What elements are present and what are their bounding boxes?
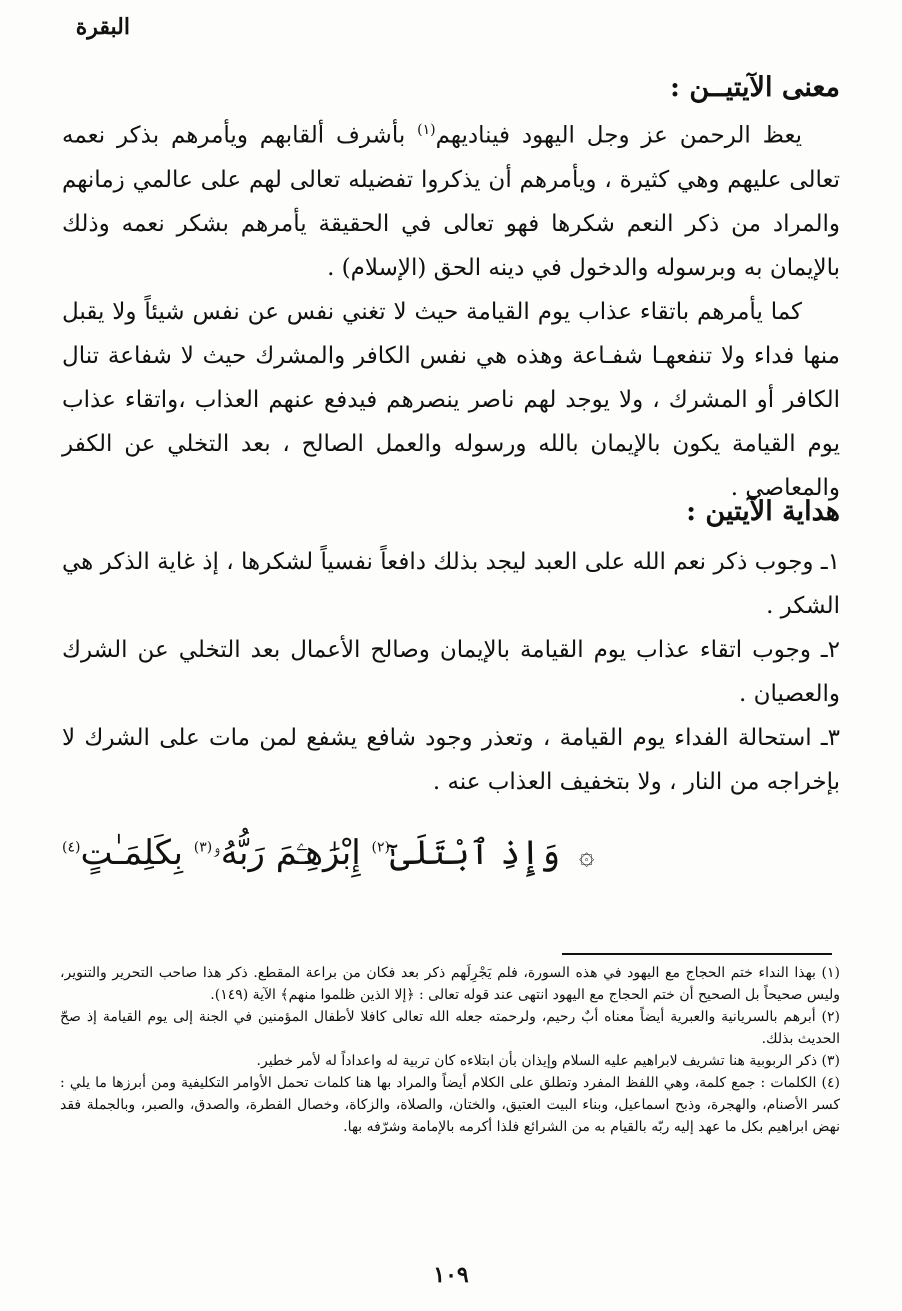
footnote-3: (٣) ذكر الربوبية هنا تشريف لابراهيم عليه السلام وإيذان بأن ابتلاءه كان تربية له واعداداً له لأمر خطير. — [256, 1053, 840, 1069]
running-head: البقرة — [75, 14, 130, 40]
verse-word: ٱبْتَلَىٰٓ — [390, 833, 490, 873]
quran-verse — [62, 832, 842, 873]
verse-word: رَبُّهُۥ — [212, 833, 265, 873]
meaning-paragraph-1: يعظ الرحمن عز وجل اليهود فيناديهم$^{(١)}$ بأشرف ألقابهم ويأمرهم بذكر نعمه تعالى عليهم وهي كثيرة ، ويأمرهم أن يذكروا تفضيله تعالى لهم على عالمي زمانهم والمراد من ذكر النعم شكرها فهو تعالى في الحقيقة يأمرهم بشكر نعمه وذلك بالإيمان به وبرسوله والدخول في دينه الحق (الإسلام) . — [62, 122, 840, 281]
page-number: ١٠٩ — [433, 1262, 469, 1288]
guidance-list — [62, 540, 840, 804]
guidance-item-1: ١ـ وجوب ذكر نعم الله على العبد ليجد بذلك دافعاً نفسياً لشكرها ، إذ غاية الذكر هي الشكر . — [62, 549, 840, 619]
footnote-ref-4: (٤) — [62, 839, 81, 856]
footnote-ref-3: (٣) — [193, 839, 213, 856]
footnote-divider — [562, 953, 832, 955]
rub-el-hizb-icon: ۞ — [579, 841, 595, 871]
meaning-heading: معنى الآيتيــن : — [670, 72, 840, 103]
meaning-paragraph-2: كما يأمرهم باتقاء عذاب يوم القيامة حيث لا تغني نفس عن نفس شيئاً ولا يقبل منها فداء ولا تنفعهـا شفـاعة وهذه هي نفس الكافر والمشرك حيث لا شفاعة تنال الكافر أو المشرك ، ولا يوجد لهم ناصر ينصرهم فيدفع عنهم العذاب ،واتقاء عذاب يوم القيامة يكون بالإيمان بالله ورسوله والعمل الصالح ، بعد التخلي عن الكفر والمعاصي . — [62, 298, 840, 501]
verse-word: وَإِذِ — [500, 833, 561, 873]
footnotes — [60, 962, 840, 1138]
guidance-heading: هداية الآيتين : — [686, 496, 840, 527]
footnote-4: (٤) الكلمات : جمع كلمة، وهي اللفظ المفرد وتطلق على الكلام أيضاً والمراد بها هنا كلمات تحمل الأوامر التكليفية ومن أبرزها ما يلي : كسر الأصنام، والهجرة، وذبح اسماعيل، وبناء البيت العتيق، والختان، والصلاة، والزكاة، وخصال الفطرة، والصدق، والصبر، وبالجملة فقد نهض ابراهيم بكل ما عهد إليه ربّه بالقيام به من الشرائع فلذا أكرمه بالإمامة وشرّفه بها. — [60, 1075, 840, 1135]
footnote-1: (١) بهذا النداء ختم الحجاج مع اليهود في هذه السورة، فلم يَجْرِلَهم ذكر بعد فكان من براعة المقطع. ذكر هذا صاحب التحرير والتنوير، وليس صحيحاً بل الصحيح أن ختم الحجاج مع اليهود انتهى عند قوله تعالى : ﴿إلا الذين ظلموا منهم﴾ الآية (١٤٩). — [60, 965, 840, 1003]
guidance-item-2: ٢ـ وجوب اتقاء عذاب يوم القيامة بالإيمان وصالح الأعمال بعد التخلي عن الشرك والعصيان . — [62, 637, 840, 707]
meaning-body — [62, 108, 840, 510]
footnote-ref-2: (٢) — [371, 839, 390, 856]
guidance-item-3: ٣ـ استحالة الفداء يوم القيامة ، وتعذر وجود شافع يشفع لمن مات على الشرك لا بإخراجه من النار ، ولا بتخفيف العذاب عنه . — [62, 725, 840, 795]
verse-word: إِبْرَٰهِـۧمَ — [275, 833, 361, 873]
verse-word: بِكَلِمَـٰتٍ — [80, 833, 183, 873]
footnote-2: (٢) أبرهم بالسريانية والعبرية أيضاً معناه أبٌ رحيم، ولرحمته جعله الله تعالى كافلا لأطفال المؤمنين في الجنة إلى يوم القيامة إذ صحّ الحديث بذلك. — [60, 1009, 840, 1047]
footnote-ref-1: (١) — [417, 122, 436, 138]
